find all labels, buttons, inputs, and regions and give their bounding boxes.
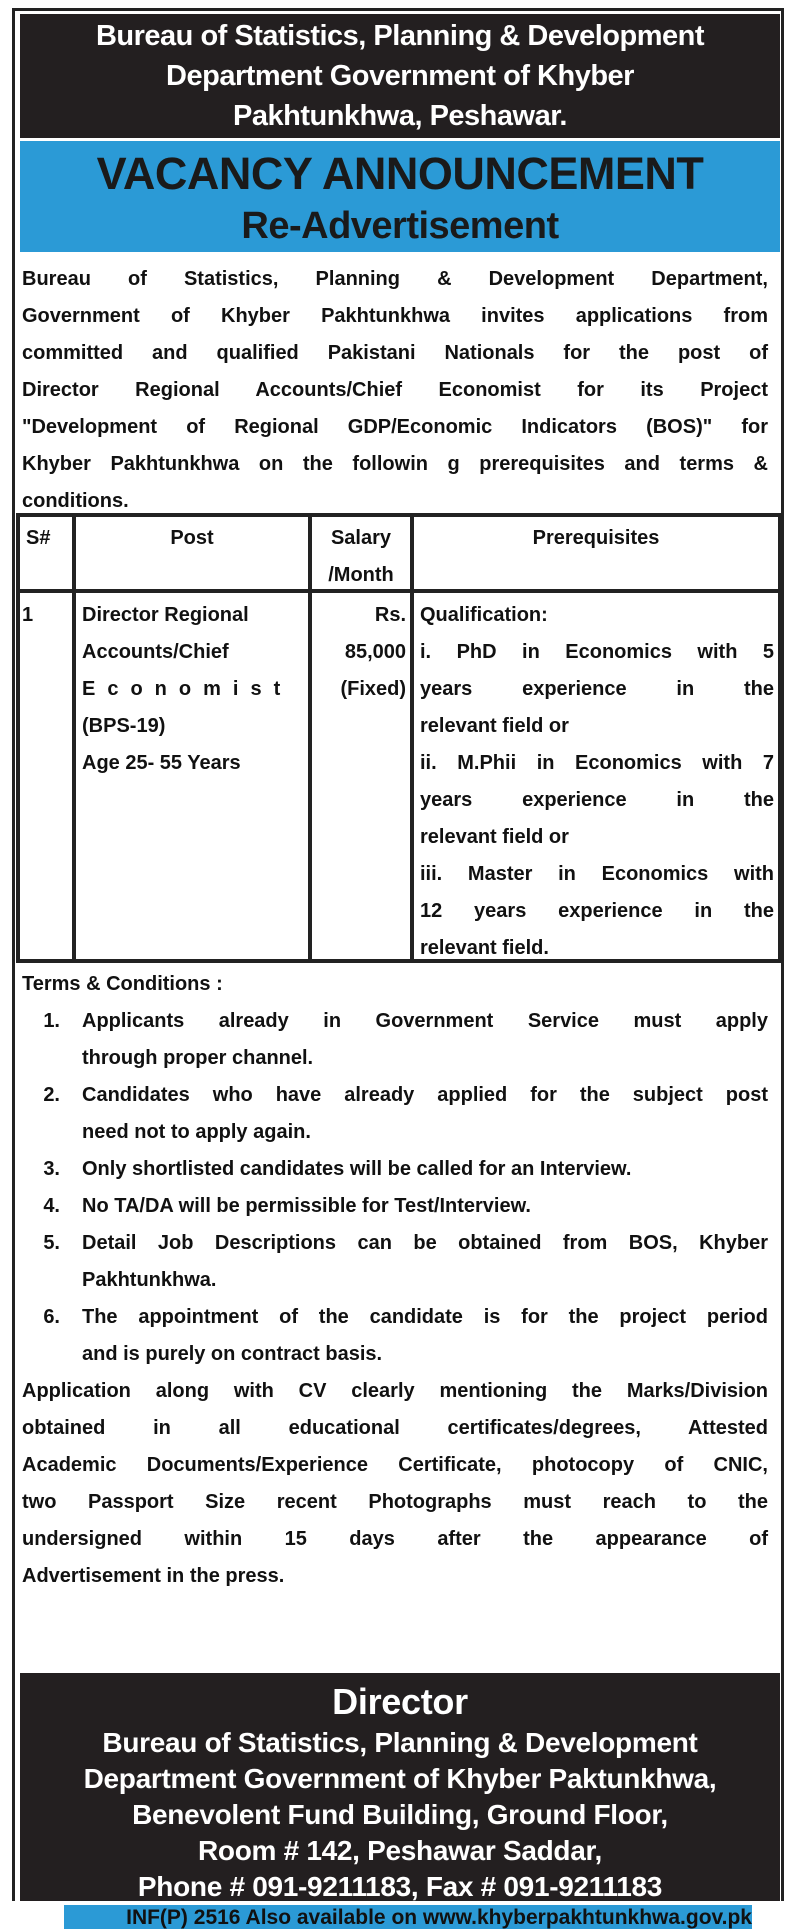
terms-item-line: Applicants already in Government Service must apply [82,1010,768,1032]
footer-line: Benevolent Fund Building, Ground Floor, [132,1799,668,1830]
terms-item [22,1077,768,1151]
terms-item-line: Detail Job Descriptions can be obtained from BOS, Khyber [82,1232,768,1254]
terms-item-line: No TA/DA will be permissible for Test/Interview. [82,1195,531,1217]
application-instructions [22,1373,768,1595]
terms-item-text [82,1188,768,1225]
prerequisite-line: relevant field or [420,715,569,737]
banner-subtitle: Re-Advertisement [241,205,559,247]
table-col-divider [410,513,414,963]
terms-item-number: 1. [43,1010,60,1032]
terms-section [22,966,768,1595]
vacancy-banner [20,141,780,252]
terms-item-text [82,1299,768,1373]
post-line: Accounts/Chief [82,641,229,663]
intro-line: Bureau of Statistics, Planning & Development Department, [22,268,768,290]
row-sno: 1 [22,604,34,626]
prerequisite-line: ii. M.Phii in Economics with 7 [420,752,774,774]
col-header-salary-line: /Month [328,564,394,586]
salary-line: 85,000 [344,641,406,663]
terms-item [22,1003,768,1077]
col-header-salary [312,520,410,594]
application-line: obtained in all educational certificates/degrees, Attested [22,1417,768,1439]
row-post [82,597,304,782]
table-col-divider [72,513,76,963]
application-line: Advertisement in the press. [22,1565,285,1587]
col-header-post: Post [170,527,214,549]
header-block [20,14,780,138]
prerequisite-line: relevant field or [420,826,569,848]
prerequisite-line: Qualification: [420,604,548,626]
col-header-prerequisites: Prerequisites [532,527,660,549]
salary-line: (Fixed) [340,678,406,700]
intro-paragraph [22,261,768,520]
terms-item-line: through proper channel. [82,1047,314,1069]
terms-item-number: 2. [43,1084,60,1106]
intro-line: "Development of Regional GDP/Economic Indicators (BOS)" for [22,416,768,438]
banner-title: VACANCY ANNOUNCEMENT [96,148,704,199]
header-line: Pakhtunkhwa, Peshawar. [233,100,567,132]
row-prerequisites [420,597,774,967]
terms-item-text [82,1077,768,1151]
prerequisite-line: i. PhD in Economics with 5 [420,641,774,663]
application-line: Academic Documents/Experience Certificate, photocopy of CNIC, [22,1454,768,1476]
terms-item [22,1225,768,1299]
terms-item-line: need not to apply again. [82,1121,311,1143]
post-line: Director Regional [82,604,249,626]
terms-item [22,1299,768,1373]
application-line: two Passport Size recent Photographs must reach to the [22,1491,768,1513]
application-line: Application along with CV clearly mentioning the Marks/Division [22,1380,768,1402]
intro-line: conditions. [22,490,129,512]
prerequisite-line: years experience in the [420,789,774,811]
header-line: Department Government of Khyber [166,60,634,92]
row-salary [314,597,406,708]
prerequisite-line: relevant field. [420,937,549,959]
prerequisite-line: 12 years experience in the [420,900,774,922]
post-line: Age 25- 55 Years [82,752,241,774]
footer-address-block [20,1673,780,1901]
terms-item [22,1151,768,1188]
terms-item [22,1188,768,1225]
terms-item-number: 3. [43,1158,60,1180]
intro-line: committed and qualified Pakistani Nationals for the post of [22,342,768,364]
terms-item-line: Candidates who have already applied for the subject post [82,1084,768,1106]
terms-item-line: Only shortlisted candidates will be called for an Interview. [82,1158,632,1180]
terms-item-text [82,1003,768,1077]
footer-line: Department Government of Khyber Paktunkhwa, [83,1763,717,1794]
post-line: Economist [82,678,293,700]
terms-item-line: Pakhtunkhwa. [82,1269,217,1291]
footer-line: Bureau of Statistics, Planning & Development [102,1727,698,1758]
footer-line: Room # 142, Peshawar Saddar, [197,1835,602,1866]
terms-item-line: and is purely on contract basis. [82,1343,383,1365]
terms-heading: Terms & Conditions : [22,973,223,995]
terms-item-number: 4. [43,1195,60,1217]
prerequisite-line: iii. Master in Economics with [420,863,774,885]
intro-line: Khyber Pakhtunkhwa on the followin g prerequisites and terms & [22,453,768,475]
terms-item-number: 6. [43,1306,60,1328]
col-header-salary-line: Salary [330,527,392,549]
header-line: Bureau of Statistics, Planning & Development [95,20,705,52]
intro-line: Director Regional Accounts/Chief Economist for its Project [22,379,768,401]
terms-item-text [82,1151,768,1188]
post-line: (BPS-19) [82,715,166,737]
terms-item-text [82,1225,768,1299]
footer-title: Director [332,1681,468,1722]
prerequisite-line: years experience in the [420,678,774,700]
footer-line: Phone # 091-9211183, Fax # 091-9211183 [137,1871,663,1902]
application-line: undersigned within 15 days after the appearance of [22,1528,768,1550]
salary-line: Rs. [374,604,406,626]
terms-item-line: The appointment of the candidate is for the project period [82,1306,768,1328]
col-header-sno: S# [26,527,51,549]
intro-line: Government of Khyber Pakhtunkhwa invites applications from [22,305,768,327]
terms-item-number: 5. [43,1232,60,1254]
bottom-info-bar: INF(P) 2516 Also available on www.khyberpakhtunkhwa.gov.pk [64,1905,752,1929]
